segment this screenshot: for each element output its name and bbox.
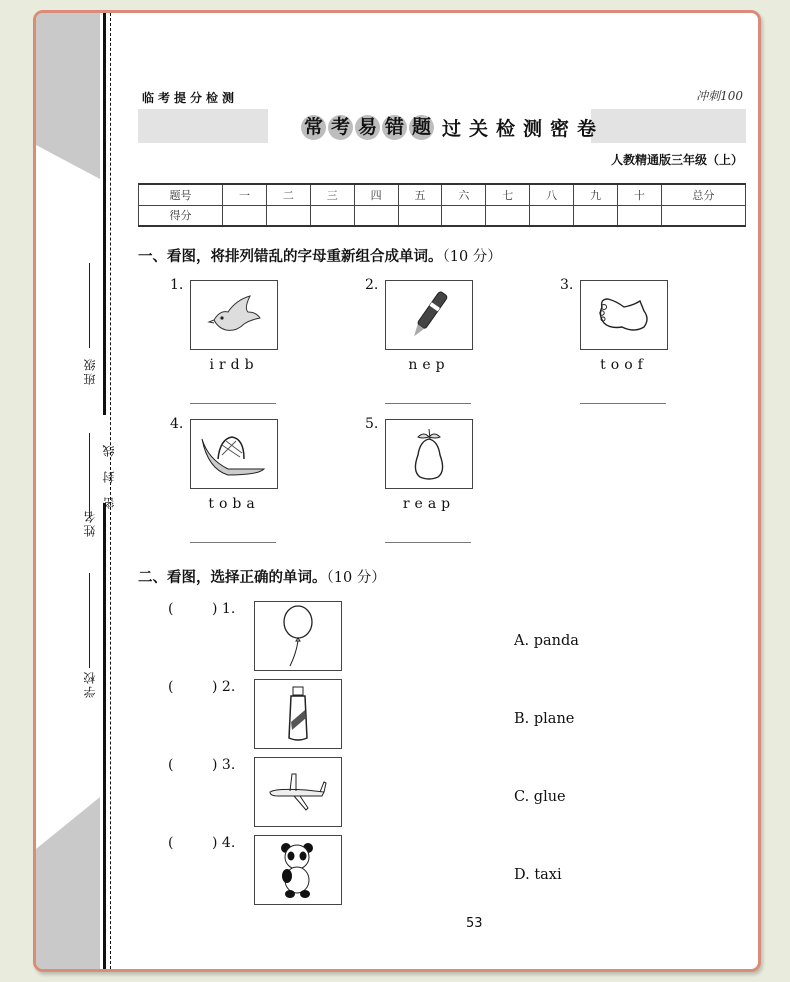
score-cell: 得分 — [139, 205, 223, 226]
score-input[interactable] — [398, 205, 442, 226]
score-cell: 总分 — [661, 184, 745, 205]
item-number: ) 2. — [212, 679, 236, 695]
score-input[interactable] — [442, 205, 486, 226]
section1-title — [138, 245, 502, 266]
answer-paren[interactable]: ( — [168, 679, 174, 695]
brand-tag: 冲刺100 — [696, 89, 743, 103]
margin-decor-top — [36, 13, 100, 213]
score-cell: 三 — [310, 184, 354, 205]
school-label: 学校 — [83, 670, 97, 698]
score-input[interactable] — [486, 205, 530, 226]
page-number: 53 — [466, 916, 483, 931]
seal-line-text: 密封线 — [102, 431, 116, 509]
margin-decor-bottom — [36, 769, 100, 969]
glue-icon — [254, 679, 342, 749]
score-input[interactable] — [530, 205, 574, 226]
title-char: 常 — [301, 115, 326, 140]
panda-icon — [254, 835, 342, 905]
score-cell: 题号 — [139, 184, 223, 205]
answer-paren[interactable]: ( — [168, 835, 174, 851]
section1-text: 一、看图，将排列错乱的字母重新组合成单词。 — [138, 249, 443, 265]
item-number: 4. — [170, 416, 184, 432]
page-title — [301, 112, 604, 142]
score-cell: 八 — [530, 184, 574, 205]
option-d: D. taxi — [514, 867, 562, 883]
class-blank[interactable] — [89, 263, 90, 348]
series-label: 临考提分检测 — [142, 91, 239, 105]
name-label: 姓名 — [83, 509, 97, 537]
pear-icon — [385, 419, 473, 489]
item-number: ) 1. — [212, 601, 236, 617]
answer-line[interactable] — [190, 403, 276, 404]
answer-line[interactable] — [190, 542, 276, 543]
score-input[interactable] — [354, 205, 398, 226]
answer-line[interactable] — [385, 403, 471, 404]
item-number: 2. — [365, 277, 379, 293]
edition-label: 人教精通版三年级（上） — [610, 153, 743, 167]
class-label: 班级 — [83, 357, 97, 385]
score-cell: 二 — [266, 184, 310, 205]
score-value-row — [139, 205, 746, 226]
item-number: 1. — [170, 277, 184, 293]
score-cell: 五 — [398, 184, 442, 205]
match-item — [168, 757, 348, 827]
score-input[interactable] — [310, 205, 354, 226]
banner-decor-right — [591, 109, 746, 143]
score-input[interactable] — [661, 205, 745, 226]
score-header-row — [139, 184, 746, 205]
binding-margin — [36, 13, 116, 969]
match-item — [168, 601, 348, 671]
section2-points: （10 分） — [326, 570, 386, 586]
score-cell: 七 — [486, 184, 530, 205]
score-input[interactable] — [617, 205, 661, 226]
worksheet-content — [136, 13, 751, 969]
option-b: B. plane — [514, 711, 575, 727]
item-number: ) 3. — [212, 757, 236, 773]
score-input[interactable] — [266, 205, 310, 226]
scrambled-letters: toba — [208, 496, 260, 512]
boat-icon — [190, 419, 278, 489]
answer-paren[interactable]: ( — [168, 757, 174, 773]
answer-line[interactable] — [385, 542, 471, 543]
scrambled-letters: nep — [408, 357, 450, 373]
section2-text: 二、看图，选择正确的单词。 — [138, 570, 327, 586]
school-blank[interactable] — [89, 573, 90, 668]
foot-icon — [580, 280, 668, 350]
score-cell: 四 — [354, 184, 398, 205]
answer-line[interactable] — [580, 403, 666, 404]
score-cell: 九 — [574, 184, 618, 205]
score-cell: 六 — [442, 184, 486, 205]
balloon-icon — [254, 601, 342, 671]
unscramble-item — [365, 416, 525, 556]
bird-icon — [190, 280, 278, 350]
item-number: 5. — [365, 416, 379, 432]
item-number: 3. — [560, 277, 574, 293]
title-char: 错 — [382, 115, 407, 140]
title-char: 易 — [355, 115, 380, 140]
score-input[interactable] — [223, 205, 267, 226]
worksheet-page — [33, 10, 761, 972]
pen-icon — [385, 280, 473, 350]
match-item — [168, 835, 348, 905]
item-number: ) 4. — [212, 835, 236, 851]
unscramble-item — [365, 277, 525, 417]
scrambled-letters: irdb — [209, 357, 259, 373]
score-cell: 一 — [223, 184, 267, 205]
scrambled-letters: reap — [402, 496, 456, 512]
option-c: C. glue — [514, 789, 566, 805]
name-blank[interactable] — [89, 433, 90, 518]
unscramble-item — [170, 277, 330, 417]
scrambled-letters: toof — [600, 357, 648, 373]
unscramble-item — [560, 277, 720, 417]
title-char: 考 — [328, 115, 353, 140]
title-char: 题 — [409, 115, 434, 140]
option-a: A. panda — [514, 633, 579, 649]
title-plain: 过关检测密卷 — [442, 117, 605, 140]
unscramble-item — [170, 416, 330, 556]
plane-icon — [254, 757, 342, 827]
answer-paren[interactable]: ( — [168, 601, 174, 617]
banner-decor-left — [138, 109, 268, 143]
score-table — [138, 183, 746, 227]
match-item — [168, 679, 348, 749]
score-cell: 十 — [617, 184, 661, 205]
section2-title — [138, 566, 386, 587]
score-input[interactable] — [574, 205, 618, 226]
section1-points: （10 分） — [442, 249, 502, 265]
